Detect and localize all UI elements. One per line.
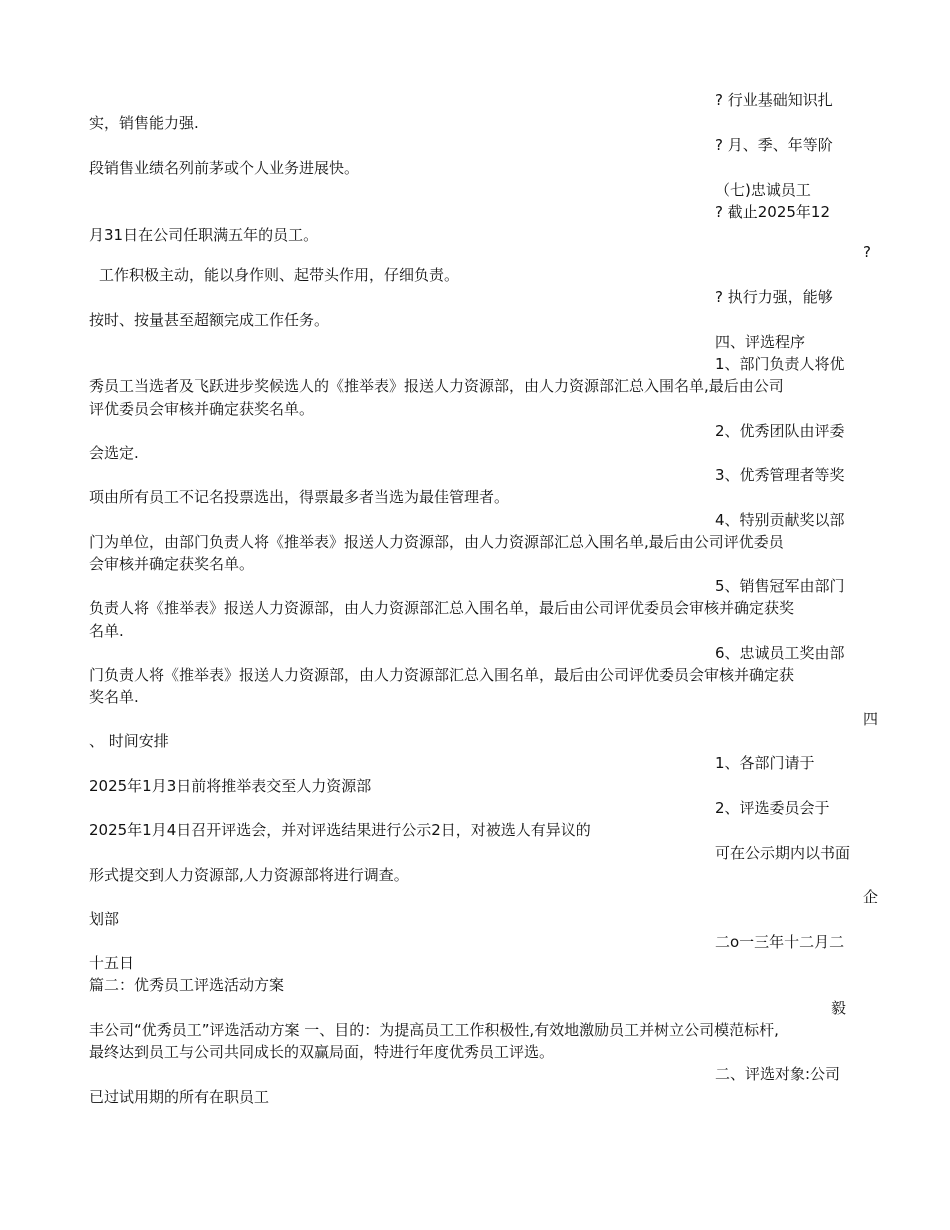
text-line: 4、特别贡献奖以部	[715, 511, 845, 529]
text-line: 秀员工当选者及飞跃进步奖候选人的《推举表》报送人力资源部，由人力资源部汇总入围名单,最后由公司	[89, 377, 784, 395]
text-line: 可在公示期内以书面	[715, 844, 851, 862]
text-line: 二、评选对象:公司	[715, 1065, 841, 1083]
text-line: 2、优秀团队由评委	[715, 422, 845, 440]
text-line: 划部	[89, 910, 120, 928]
text-line: 段销售业绩名列前茅或个人业务进展快。	[89, 159, 360, 177]
text-line: 名单.	[89, 622, 124, 640]
text-line: 奖名单.	[89, 688, 139, 706]
text-line: 2025年1月3日前将推举表交至人力资源部	[89, 777, 372, 795]
text-line: 毅	[831, 999, 847, 1017]
section-heading: 四、评选程序	[715, 333, 806, 351]
text-line: 2、评选委员会于	[715, 799, 830, 817]
text-line: 按时、按量甚至超额完成工作任务。	[89, 311, 330, 329]
text-line: 负责人将《推举表》报送人力资源部，由人力资源部汇总入围名单，最后由公司评优委员会审核并确定获奖	[89, 599, 795, 617]
section-heading: 、 时间安排	[89, 732, 169, 750]
text-line: ?	[863, 243, 871, 261]
text-line: ? 行业基础知识扎	[715, 91, 833, 109]
text-line: 丰公司“优秀员工”评选活动方案 一、目的：为提高员工工作积极性,有效地激励员工并树立公司模范标杆,	[89, 1021, 779, 1039]
text-line: 1、各部门请于	[715, 754, 815, 772]
text-line: ? 截止2025年12	[715, 203, 830, 221]
text-line: ? 月、季、年等阶	[715, 136, 833, 154]
text-line: 6、忠诚员工奖由部	[715, 644, 845, 662]
section-heading: 篇二：优秀员工评选活动方案	[89, 976, 285, 994]
text-line: 会选定.	[89, 444, 139, 462]
date-line: 二o一三年十二月二	[715, 933, 845, 951]
text-line: （七)忠诚员工	[715, 181, 811, 199]
text-line: 四	[863, 710, 879, 728]
text-line: 企	[863, 888, 879, 906]
text-line: 已过试用期的所有在职员工	[89, 1088, 270, 1106]
text-line: 1、部门负责人将优	[715, 355, 845, 373]
text-line: 月31日在公司任职满五年的员工。	[89, 226, 319, 244]
text-line: 形式提交到人力资源部,人力资源部将进行调查。	[89, 866, 409, 884]
text-line: 最终达到员工与公司共同成长的双赢局面，特进行年度优秀员工评选。	[89, 1043, 555, 1061]
text-line: 门为单位，由部门负责人将《推举表》报送人力资源部，由人力资源部汇总入围名单,最后由公司评优委员	[89, 533, 784, 551]
text-line: 3、优秀管理者等奖	[715, 466, 845, 484]
text-line: 评优委员会审核并确定获奖名单。	[89, 400, 315, 418]
text-line: 工作积极主动，能以身作则、起带头作用，仔细负责。	[99, 266, 460, 284]
text-line: 5、销售冠军由部门	[715, 577, 845, 595]
text-line: 会审核并确定获奖名单。	[89, 555, 255, 573]
text-line: 项由所有员工不记名投票选出，得票最多者当选为最佳管理者。	[89, 488, 510, 506]
date-line: 十五日	[89, 954, 135, 972]
text-line: 门负责人将《推举表》报送人力资源部，由人力资源部汇总入围名单，最后由公司评优委员会审核并确定获	[89, 666, 795, 684]
text-line: ? 执行力强，能够	[715, 288, 833, 306]
text-line: 2025年1月4日召开评选会，并对评选结果进行公示2日，对被选人有异议的	[89, 821, 591, 839]
text-line: 实，销售能力强.	[89, 114, 199, 132]
